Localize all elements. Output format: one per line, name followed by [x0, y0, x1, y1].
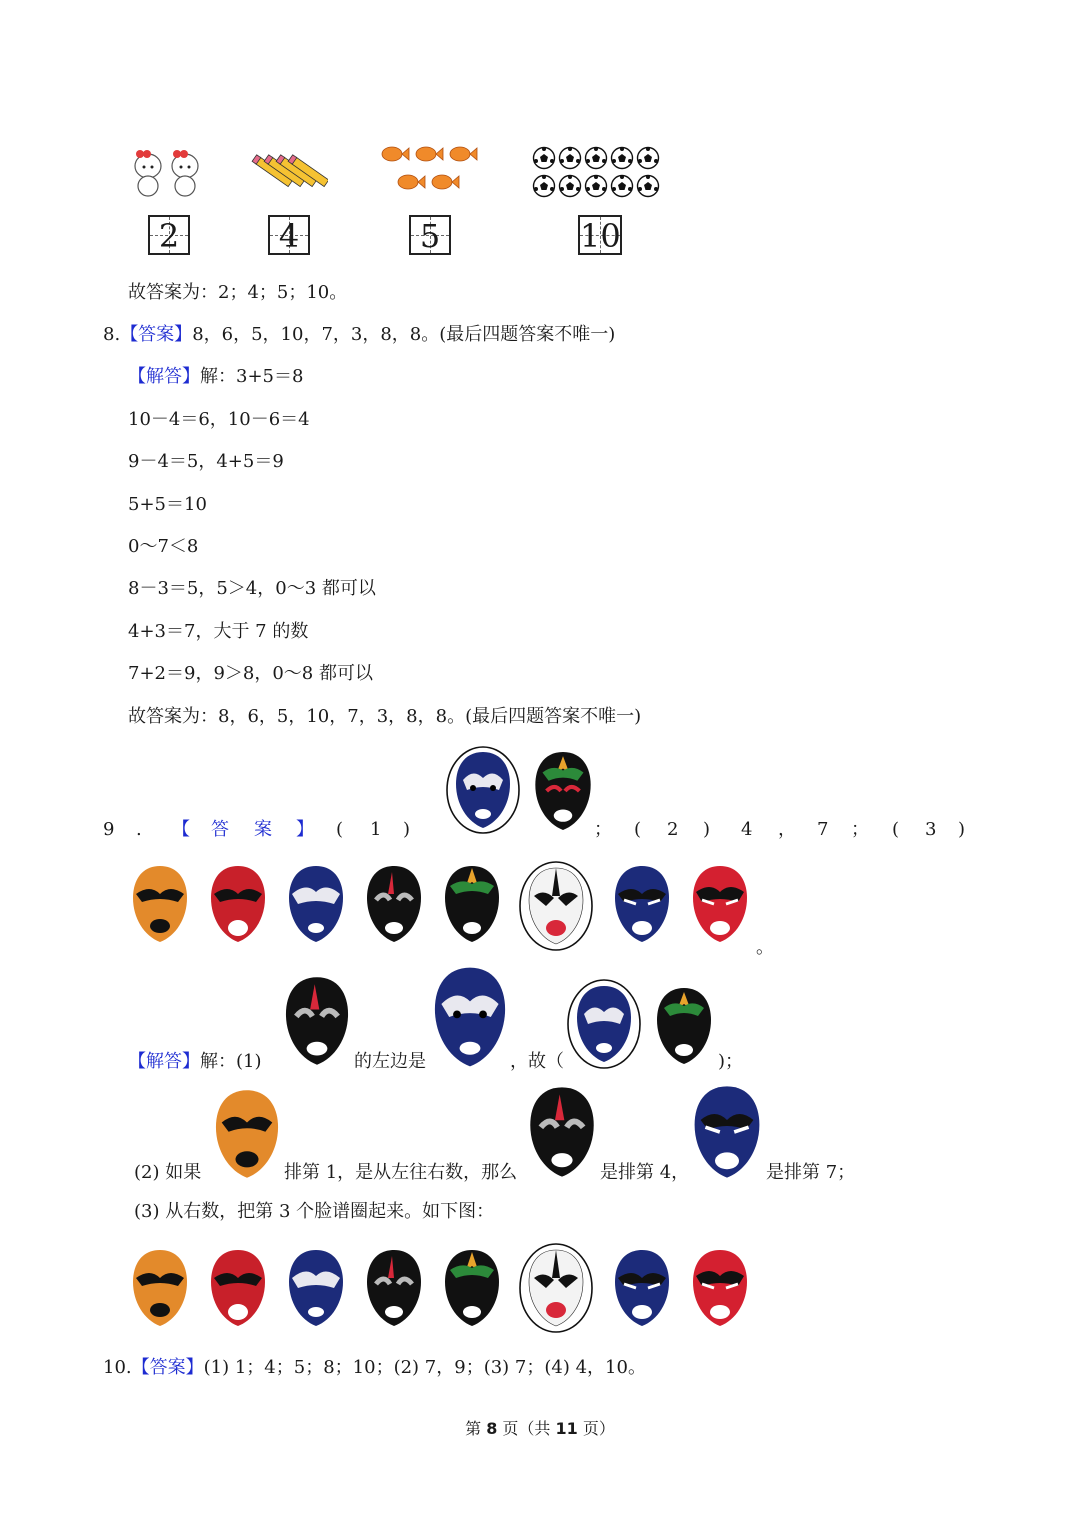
q9-semicolon-2: ； — [851, 819, 869, 840]
answer-tag: 【答案】 — [131, 1357, 204, 1378]
q8-solution-line-8: 7+2＝9，9＞8，0～8 都可以 — [128, 663, 373, 684]
q9-answer-4: 4 — [741, 819, 753, 840]
q9-solution2-mask-c — [690, 1084, 764, 1184]
q8-solution-line-9: 故答案为：8，6，5，10，7，3，8，8。(最后四题答案不唯一) — [128, 706, 642, 727]
q9-solution2-text-c: 是排第 4， — [600, 1162, 690, 1183]
q9-solution3-row — [126, 1240, 766, 1340]
q9-number: 9 — [103, 819, 115, 840]
q7-soccer-balls-picture — [532, 146, 664, 202]
question-number: 10. — [103, 1357, 132, 1378]
q9-answer-tag-close: 】 — [296, 819, 314, 840]
q9-comma: ， — [778, 819, 796, 840]
q9-solution1-text-b: 的左边是 — [354, 1051, 426, 1072]
solution-tag: 【解答】 — [128, 1051, 200, 1072]
q10-answer-line — [103, 1356, 646, 1380]
q9-dot: . — [136, 819, 142, 840]
q9-solution2-text-a: (2) 如果 — [134, 1162, 202, 1183]
q8-solution-line-7: 4+3＝7，大于 7 的数 — [128, 621, 309, 642]
q9-paren-open-2: ( — [634, 819, 642, 840]
q8-solution-line-2: 10－4＝6，10－6＝4 — [128, 409, 310, 430]
q9-paren-open-1: ( — [336, 819, 344, 840]
answer-text: 8，6，5，10，7，3，8，8。(最后四题答案不唯一) — [192, 324, 616, 345]
q9-solution1-mask-a — [282, 975, 352, 1071]
q7-bunnies-picture — [130, 148, 206, 202]
q9-answer1-circled-mask — [445, 745, 521, 839]
q9-semicolon-1: ； — [594, 819, 612, 840]
q9-part-1: 1 — [370, 819, 382, 840]
q9-paren-close-2: ) — [703, 819, 711, 840]
q8-solution-line-1: 【解答】解：3+5＝8 — [128, 366, 304, 387]
q8-solution-line-4: 5+5＝10 — [128, 494, 207, 515]
page-footer: 第 8 页（共 11 页） — [465, 1419, 615, 1438]
answer-box-4: 10 — [580, 217, 621, 255]
q9-solution2-text-d: 是排第 7； — [766, 1162, 856, 1183]
q8-solution-line-5: 0～7＜8 — [128, 536, 199, 557]
q9-solution1-mask-c — [652, 986, 716, 1070]
q7-fish-picture — [378, 140, 480, 200]
answer-box-1: 2 — [148, 215, 190, 255]
q9-part-3: 3 — [925, 819, 937, 840]
q9-answer-tag-char-1: 答 — [211, 819, 229, 840]
answer-box-2: 4 — [268, 215, 310, 255]
q9-paren-close-1: ) — [403, 819, 411, 840]
q9-part-2: 2 — [667, 819, 679, 840]
q9-answer-7: 7 — [817, 819, 829, 840]
q8-solution-line-3: 9－4＝5，4+5＝9 — [128, 451, 284, 472]
total-page-count: 11 — [555, 1419, 578, 1438]
q9-solution2-mask-a — [212, 1088, 282, 1184]
q9-answer3-period: 。 — [756, 937, 774, 958]
q9-answer-tag-char-2: 案 — [254, 819, 272, 840]
q7-conclusion: 故答案为：2；4；5；10。 — [128, 282, 348, 303]
solution-tag: 【解答】 — [128, 366, 200, 387]
q8-answer-line — [103, 323, 615, 347]
q9-solution1-lead: 【解答】解：(1) — [128, 1051, 262, 1072]
q9-solution2-text-b: 排第 1，是从左往右数，那么 — [284, 1162, 518, 1183]
answer-box-3: 5 — [409, 215, 451, 255]
q8-solution-line-6: 8－3＝5，5＞4，0～3 都可以 — [128, 578, 376, 599]
q9-solution3-text: (3) 从右数，把第 3 个脸谱圈起来。如下图： — [134, 1201, 495, 1222]
q9-solution2-mask-b — [526, 1085, 598, 1183]
answer-tag: 【答案】 — [120, 324, 193, 345]
q9-solution1-text-c: ，故（ — [510, 1051, 564, 1072]
q9-paren-close-3: ) — [958, 819, 966, 840]
q9-solution1-circled-mask — [566, 978, 642, 1074]
q7-pencils-picture — [248, 150, 328, 202]
q9-solution1-mask-b — [430, 965, 510, 1073]
current-page-number: 8 — [486, 1419, 498, 1438]
answer-text: (1) 1；4；5；8；10；(2) 7，9；(3) 7；(4) 4，10。 — [203, 1357, 646, 1378]
q9-paren-open-3: ( — [892, 819, 900, 840]
q9-answer1-mask — [530, 750, 596, 836]
q9-answer3-row — [126, 858, 766, 958]
question-number: 8. — [103, 324, 121, 345]
q9-solution1-text-d: )； — [718, 1051, 744, 1072]
q9-answer-tag-open: 【 — [172, 819, 190, 840]
